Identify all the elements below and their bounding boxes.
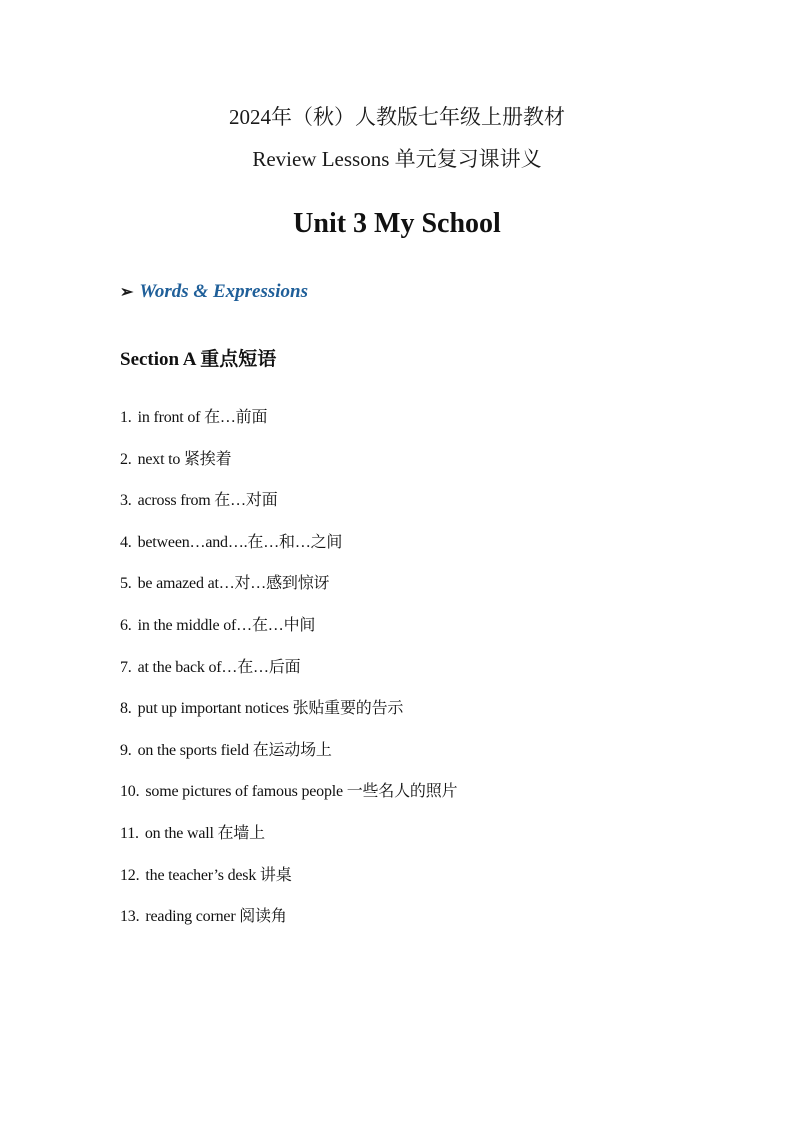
header-line-2: Review Lessons 单元复习课讲义 [252,147,542,171]
list-item-text: reading corner 阅读角 [145,908,287,926]
page-title: Unit 3 My School [293,208,501,239]
section-title: Section A 重点短语 [120,349,277,370]
list-item [120,448,457,490]
list-item-text: next to 紧挨着 [137,450,232,468]
list-item-number: 2. [120,450,132,468]
phrase-list [120,406,457,947]
list-item-number: 3. [120,492,132,510]
list-item [120,739,457,781]
list-item-number: 13. [120,908,140,926]
list-item [120,489,457,531]
list-item-number: 7. [120,658,132,676]
list-item-number: 6. [120,616,132,634]
list-item-number: 5. [120,575,132,593]
list-item [120,656,457,698]
list-item [120,822,457,864]
list-item [120,864,457,906]
list-item-text: some pictures of famous people 一些名人的照片 [145,783,458,801]
words-expressions-label: Words & Expressions [139,281,308,302]
list-item-number: 12. [120,866,140,884]
list-item-text: be amazed at…对…感到惊讶 [137,575,330,593]
list-item-text: at the back of…在…后面 [137,658,301,676]
list-item-text: in front of 在…前面 [137,409,268,426]
list-item-number: 11. [120,824,139,842]
list-item-text: on the wall 在墙上 [144,824,265,842]
list-item-text: the teacher’s desk 讲桌 [145,866,292,884]
list-item-text: put up important notices 张贴重要的告示 [137,700,404,718]
list-item [120,697,457,739]
list-item [120,531,457,573]
list-item-number: 1. [120,409,132,426]
list-item-number: 4. [120,533,132,551]
arrow-bullet-icon: ➢ [120,284,134,301]
list-item [120,780,457,822]
list-item-number: 9. [120,741,132,759]
list-item-text: between…and….在…和…之间 [137,533,343,551]
words-expressions-heading [120,280,308,305]
list-item [120,406,457,448]
list-item-number: 8. [120,700,132,718]
list-item-number: 10. [120,783,140,801]
list-item [120,905,457,947]
list-item [120,614,457,656]
list-item-text: in the middle of…在…中间 [137,616,316,634]
list-item-text: on the sports field 在运动场上 [137,741,332,759]
list-item [120,572,457,614]
list-item-text: across from 在…对面 [137,492,278,510]
header-line-1: 2024年（秋）人教版七年级上册教材 [229,105,565,129]
